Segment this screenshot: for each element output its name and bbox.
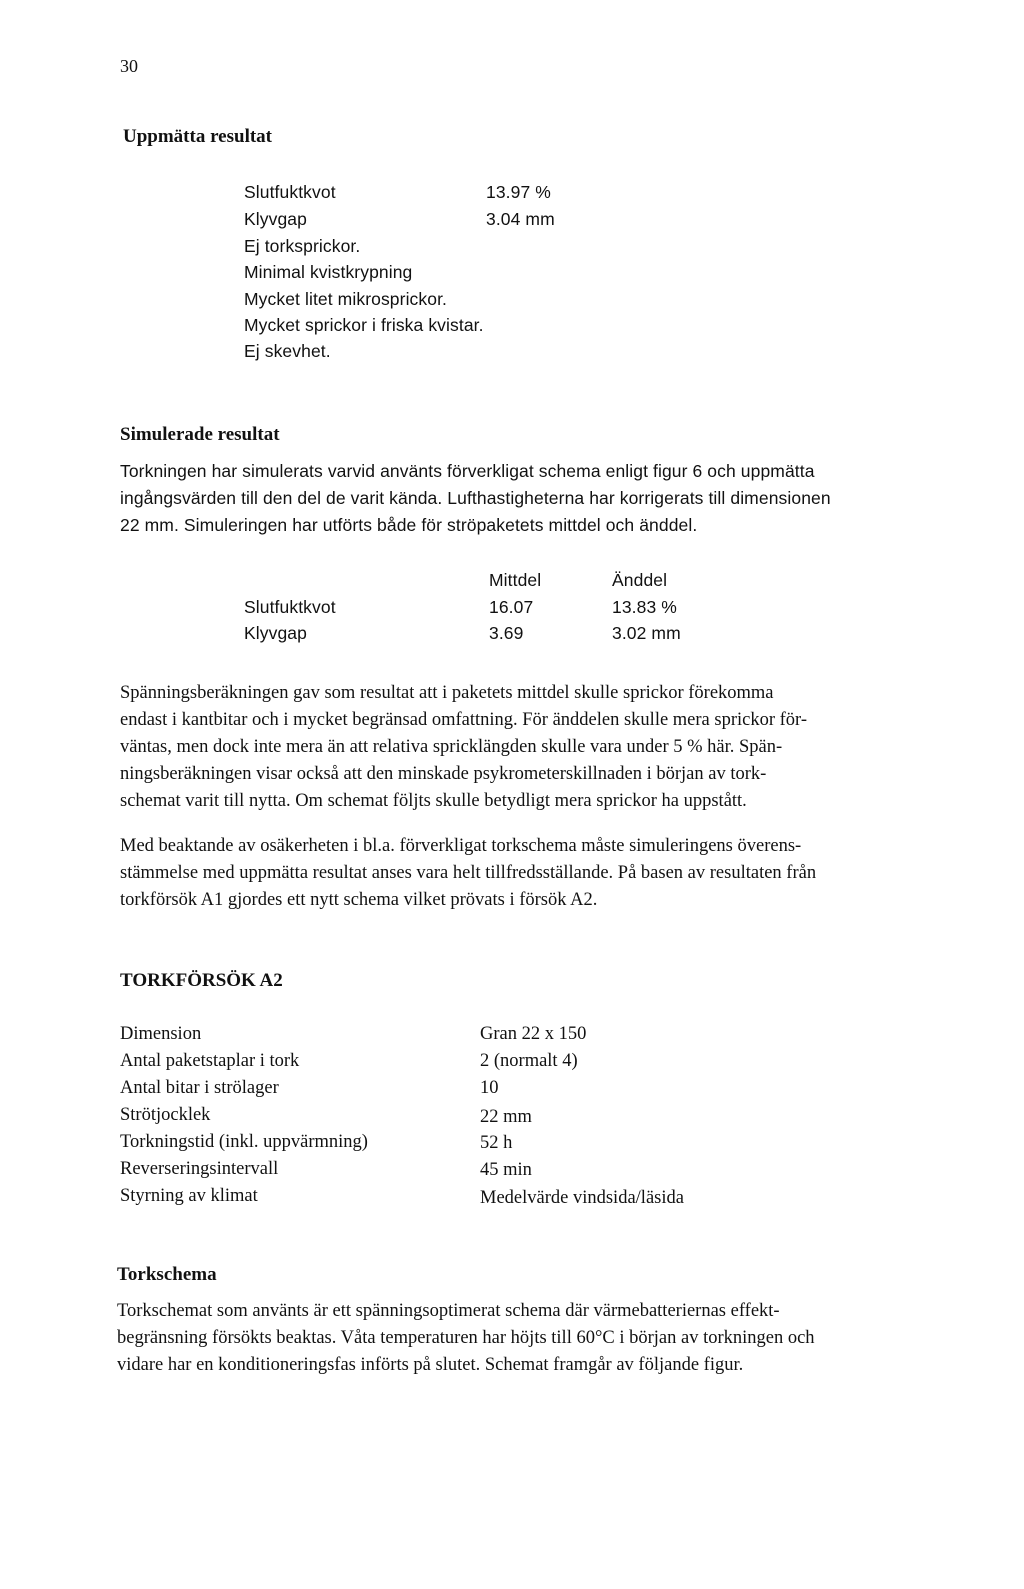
table-cell-mittdel: 16.07 (489, 597, 534, 617)
measured-gap-value: 3.04 mm (486, 209, 555, 229)
paragraph-line: Torkningen har simulerats varvid använts förverkligat schema enligt figur 6 och uppmätta (120, 461, 815, 481)
paragraph-line: 22 mm. Simuleringen har utförts både för ströpaketets mittdel och änddel. (120, 515, 698, 535)
simulated-results-heading: Simulerade resultat (120, 424, 280, 445)
stress-calculation-paragraph (120, 680, 970, 815)
paragraph-line: Torkschemat som använts är ett spänningsoptimerat schema där värmebatteriernas effekt- (117, 1301, 780, 1321)
spec-value: 45 min (480, 1160, 532, 1180)
spec-value: Gran 22 x 150 (480, 1024, 587, 1044)
spec-value: 22 mm (480, 1107, 532, 1127)
drying-schedule-paragraph (117, 1298, 967, 1379)
measured-note: Minimal kvistkrypning (244, 262, 413, 282)
paragraph-line: torkförsök A1 gjordes ett nytt schema vilket prövats i försök A2. (120, 890, 598, 910)
spec-label: Strötjocklek (120, 1105, 211, 1125)
table-row-label: Slutfuktkvot (244, 597, 336, 617)
measured-note: Mycket sprickor i friska kvistar. (244, 315, 484, 335)
spec-label: Antal bitar i strölager (120, 1078, 279, 1098)
spec-value: Medelvärde vindsida/läsida (480, 1188, 684, 1208)
paragraph-line: vidare har en konditioneringsfas införts på slutet. Schemat framgår av följande figur. (117, 1355, 744, 1375)
spec-value: 10 (480, 1078, 499, 1098)
table-header-mittdel: Mittdel (489, 570, 542, 590)
trial-a2-heading: TORKFÖRSÖK A2 (120, 970, 283, 991)
simulated-intro-paragraph (120, 458, 970, 539)
spec-label: Dimension (120, 1024, 202, 1044)
table-header-anddel: Änddel (612, 570, 668, 590)
spec-label: Antal paketstaplar i tork (120, 1051, 300, 1071)
measured-moisture-label: Slutfuktkvot (244, 182, 336, 202)
paragraph-line: Spänningsberäkningen gav som resultat att i paketets mittdel skulle sprickor förekomma (120, 683, 774, 703)
measured-note: Ej torksprickor. (244, 236, 361, 256)
table-cell-anddel: 3.02 mm (612, 623, 681, 643)
paragraph-line: Med beaktande av osäkerheten i bl.a. förverkligat torkschema måste simuleringens överens- (120, 836, 802, 856)
spec-value: 2 (normalt 4) (480, 1051, 578, 1071)
paragraph-line: stämmelse med uppmätta resultat anses vara helt tillfredsställande. På basen av resultaten från (120, 863, 817, 883)
paragraph-line: schemat varit till nytta. Om schemat följts skulle betydligt mera sprickor ha uppstått. (120, 791, 747, 811)
measured-gap-label: Klyvgap (244, 209, 307, 229)
measured-moisture-value: 13.97 % (486, 182, 551, 202)
spec-value: 52 h (480, 1133, 513, 1153)
drying-schedule-heading: Torkschema (117, 1264, 217, 1285)
paragraph-line: ningsberäkningen visar också att den minskade psykrometerskillnaden i början av tork- (120, 764, 767, 784)
paragraph-line: begränsning försökts beaktas. Våta temperaturen har höjts till 60°C i början av torkningen och (117, 1328, 815, 1348)
spec-label: Styrning av klimat (120, 1186, 258, 1206)
conclusion-paragraph (120, 833, 970, 914)
measured-note: Ej skevhet. (244, 341, 331, 361)
page-number: 30 (120, 56, 138, 76)
measured-results-heading: Uppmätta resultat (123, 126, 273, 147)
table-cell-anddel: 13.83 % (612, 597, 677, 617)
table-row-label: Klyvgap (244, 623, 307, 643)
spec-label: Torkningstid (inkl. uppvärmning) (120, 1132, 368, 1152)
spec-label: Reverseringsintervall (120, 1159, 279, 1179)
paragraph-line: endast i kantbitar och i mycket begränsad omfattning. För änddelen skulle mera sprickor för- (120, 710, 808, 730)
table-cell-mittdel: 3.69 (489, 623, 524, 643)
paragraph-line: ingångsvärden till den del de varit kända. Lufthastigheterna har korrigerats till dimensionen (120, 488, 831, 508)
paragraph-line: väntas, men dock inte mera än att relativa spricklängden skulle vara under 5 % här. Spän- (120, 737, 783, 757)
measured-note: Mycket litet mikrosprickor. (244, 289, 448, 309)
